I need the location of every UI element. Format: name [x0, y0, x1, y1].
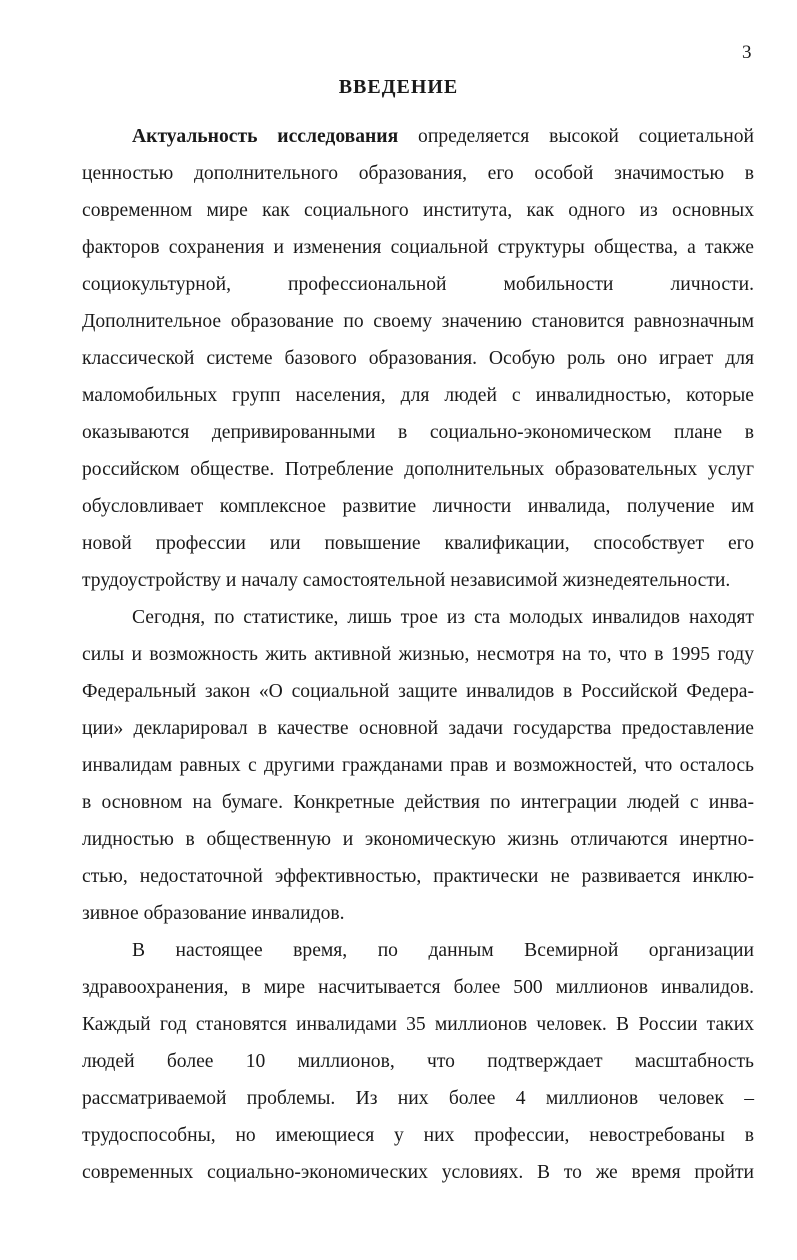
lead-phrase: Актуальность исследования — [132, 126, 399, 147]
text-line: Дополнительное образование по своему значению становится равнозначным — [82, 311, 754, 332]
text-line: стью, недостаточной эффективностью, практически не развивается инклю- — [82, 866, 754, 887]
text-line: инвалидам равных с другими гражданами прав и возможностей, что осталось — [82, 755, 754, 776]
text-line: Федеральный закон «О социальной защите инвалидов в Российской Федера- — [82, 681, 754, 702]
text-line: рассматриваемой проблемы. Из них более 4 миллионов человек – — [82, 1088, 754, 1109]
text-line: факторов сохранения и изменения социальной структуры общества, а также — [82, 237, 754, 258]
text-line: трудоспособны, но имеющиеся у них профессии, невостребованы в — [82, 1125, 754, 1146]
text-line: зивное образование инвалидов. — [82, 903, 345, 924]
text-line: российском обществе. Потребление дополнительных образовательных услуг — [82, 459, 754, 480]
text-segment: определяется высокой социетальной — [398, 126, 754, 147]
text-line: классической системе базового образования. Особую роль оно играет для — [82, 348, 754, 369]
page-title: ВВЕДЕНИЕ — [338, 76, 459, 98]
text-line: обусловливает комплексное развитие личности инвалида, получение им — [82, 496, 754, 517]
text-line: в основном на бумаге. Конкретные действия по интеграции людей с инва- — [82, 792, 754, 813]
text-line: людей более 10 миллионов, что подтверждает масштабность — [82, 1051, 754, 1072]
text-line: здравоохранения, в мире насчитывается более 500 миллионов инвалидов. — [82, 977, 754, 998]
text-line: лидностью в общественную и экономическую жизнь отличаются инертно- — [82, 829, 754, 850]
text-line: Каждый год становятся инвалидами 35 миллионов человек. В России таких — [82, 1014, 754, 1035]
text-line: В настоящее время, по данным Всемирной организации — [132, 940, 754, 961]
text-line: оказываются депривированными в социально-экономическом плане в — [82, 422, 754, 443]
text-line: социокультурной, профессиональной мобильности личности. — [82, 274, 754, 295]
text-line: трудоустройству и началу самостоятельной независимой жизнедеятельности. — [82, 570, 731, 591]
text-line — [82, 118, 754, 155]
text-line: ции» декларировал в качестве основной задачи государства предоставление — [82, 718, 754, 739]
text-line: Сегодня, по статистике, лишь трое из ста молодых инвалидов находят — [132, 607, 754, 628]
text-line: новой профессии или повышение квалификации, способствует его — [82, 533, 754, 554]
page-number: 3 — [742, 42, 752, 63]
document-body — [82, 118, 754, 1191]
text-line: силы и возможность жить активной жизнью, несмотря на то, что в 1995 году — [82, 644, 754, 665]
text-line: современных социально-экономических условиях. В то же время пройти — [82, 1162, 754, 1183]
text-line: ценностью дополнительного образования, его особой значимостью в — [82, 163, 754, 184]
text-line: маломобильных групп населения, для людей с инвалидностью, которые — [82, 385, 754, 406]
text-line: современном мире как социального института, как одного из основных — [82, 200, 754, 221]
